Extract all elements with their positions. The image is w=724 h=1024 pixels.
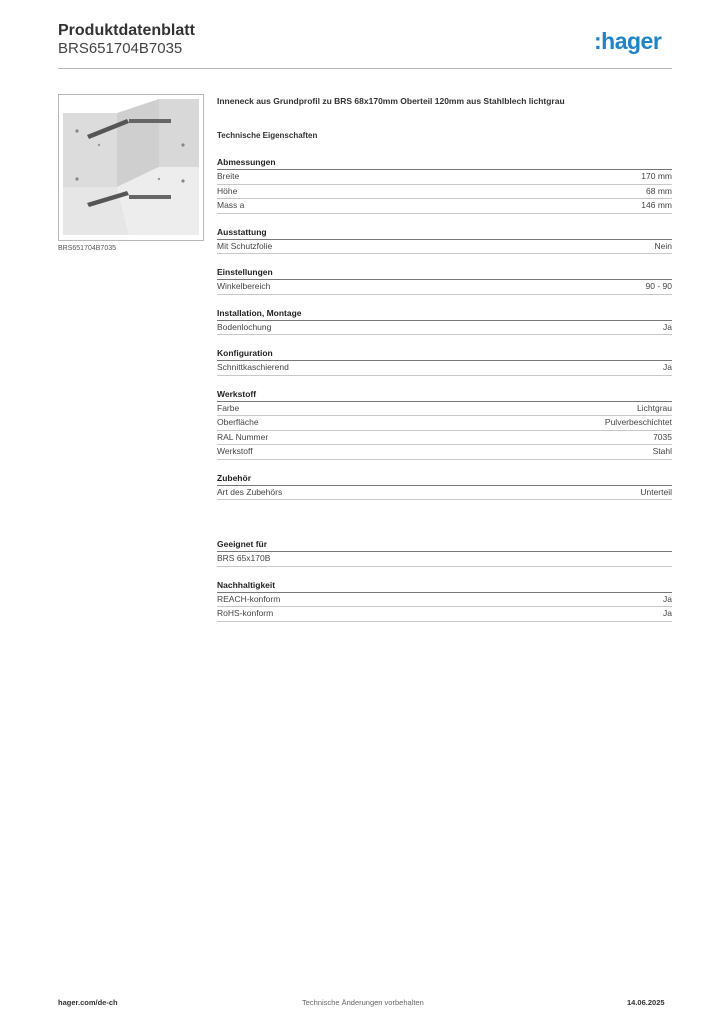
section-title: Nachhaltigkeit [217,579,672,593]
spec-label: RoHS-konform [217,608,274,618]
spec-row [217,185,672,200]
footer-note: Technische Änderungen vorbehalten [302,998,424,1007]
spec-section [217,347,672,376]
product-image [58,94,204,241]
spec-row [217,170,672,185]
spec-label: Winkelbereich [217,281,271,291]
spec-section [217,307,672,336]
header-divider [58,68,672,69]
spec-row [217,486,672,501]
image-caption: BRS651704B7035 [58,245,116,252]
spec-label: REACH-konform [217,593,281,604]
spec-section [217,472,672,501]
spec-row [217,280,672,295]
footer-date: 14.06.2025 [627,998,665,1007]
spec-value: Nein [654,240,672,251]
section-title: Installation, Montage [217,307,672,321]
spec-section [217,226,672,255]
spec-label: BRS 65x170B [217,553,271,563]
product-description: Inneneck aus Grundprofil zu BRS 68x170mm Oberteil 120mm aus Stahlblech lichtgrau [217,96,565,106]
spec-value: Unterteil [640,486,672,497]
spec-label: Schnittkaschierend [217,362,289,372]
spec-label: Farbe [217,402,240,413]
footer-website: hager.com/de-ch [58,998,118,1007]
spec-row [217,240,672,255]
section-title: Einstellungen [217,266,672,280]
section-title: Geeignet für [217,538,672,552]
spec-value: 170 mm [641,171,672,181]
spec-row [217,402,672,417]
spec-label: Mit Schutzfolie [217,240,273,251]
spec-row [217,361,672,376]
spec-section [217,579,672,622]
spec-section [217,266,672,295]
spec-row [217,416,672,431]
spec-value: Ja [663,593,672,604]
spec-label: Mass a [217,200,245,210]
spec-row [217,607,672,622]
spec-value: 146 mm [641,200,672,210]
spec-label: Breite [217,171,240,181]
spec-row [217,199,672,214]
section-title: Werkstoff [217,388,672,402]
spec-value: Stahl [652,446,672,456]
product-details [217,96,672,622]
spec-label: Bodenlochung [217,321,272,332]
section-title: Ausstattung [217,226,672,240]
hager-logo: :hager [594,28,662,54]
spec-row [217,321,672,336]
page-title: Produktdatenblatt [58,22,195,39]
spec-section [217,538,672,567]
spec-row [217,445,672,460]
spec-label: Höhe [217,185,238,196]
section-title: Konfiguration [217,347,672,361]
spec-section [217,156,672,214]
spec-row [217,431,672,446]
additional-sections [217,538,672,622]
spec-label: RAL Nummer [217,431,269,442]
technical-properties-heading: Technische Eigenschaften [217,131,318,140]
technical-sections [217,156,672,500]
spec-value: Ja [663,608,672,618]
spec-label: Werkstoff [217,446,253,456]
spec-value: Ja [663,362,672,372]
spec-value: Lichtgrau [637,402,672,413]
spec-row [217,552,672,567]
section-title: Zubehör [217,472,672,486]
product-number: BRS651704B7035 [58,40,183,57]
spec-label: Oberfläche [217,417,259,427]
spec-label: Art des Zubehörs [217,486,283,497]
spec-value: 7035 [653,431,672,442]
spec-section [217,388,672,460]
spec-value: 90 - 90 [645,281,672,291]
spec-value: Ja [663,321,672,332]
spec-value: 68 mm [646,185,672,196]
spec-row [217,593,672,608]
spec-value: Pulverbeschichtet [604,417,672,427]
section-title: Abmessungen [217,156,672,170]
